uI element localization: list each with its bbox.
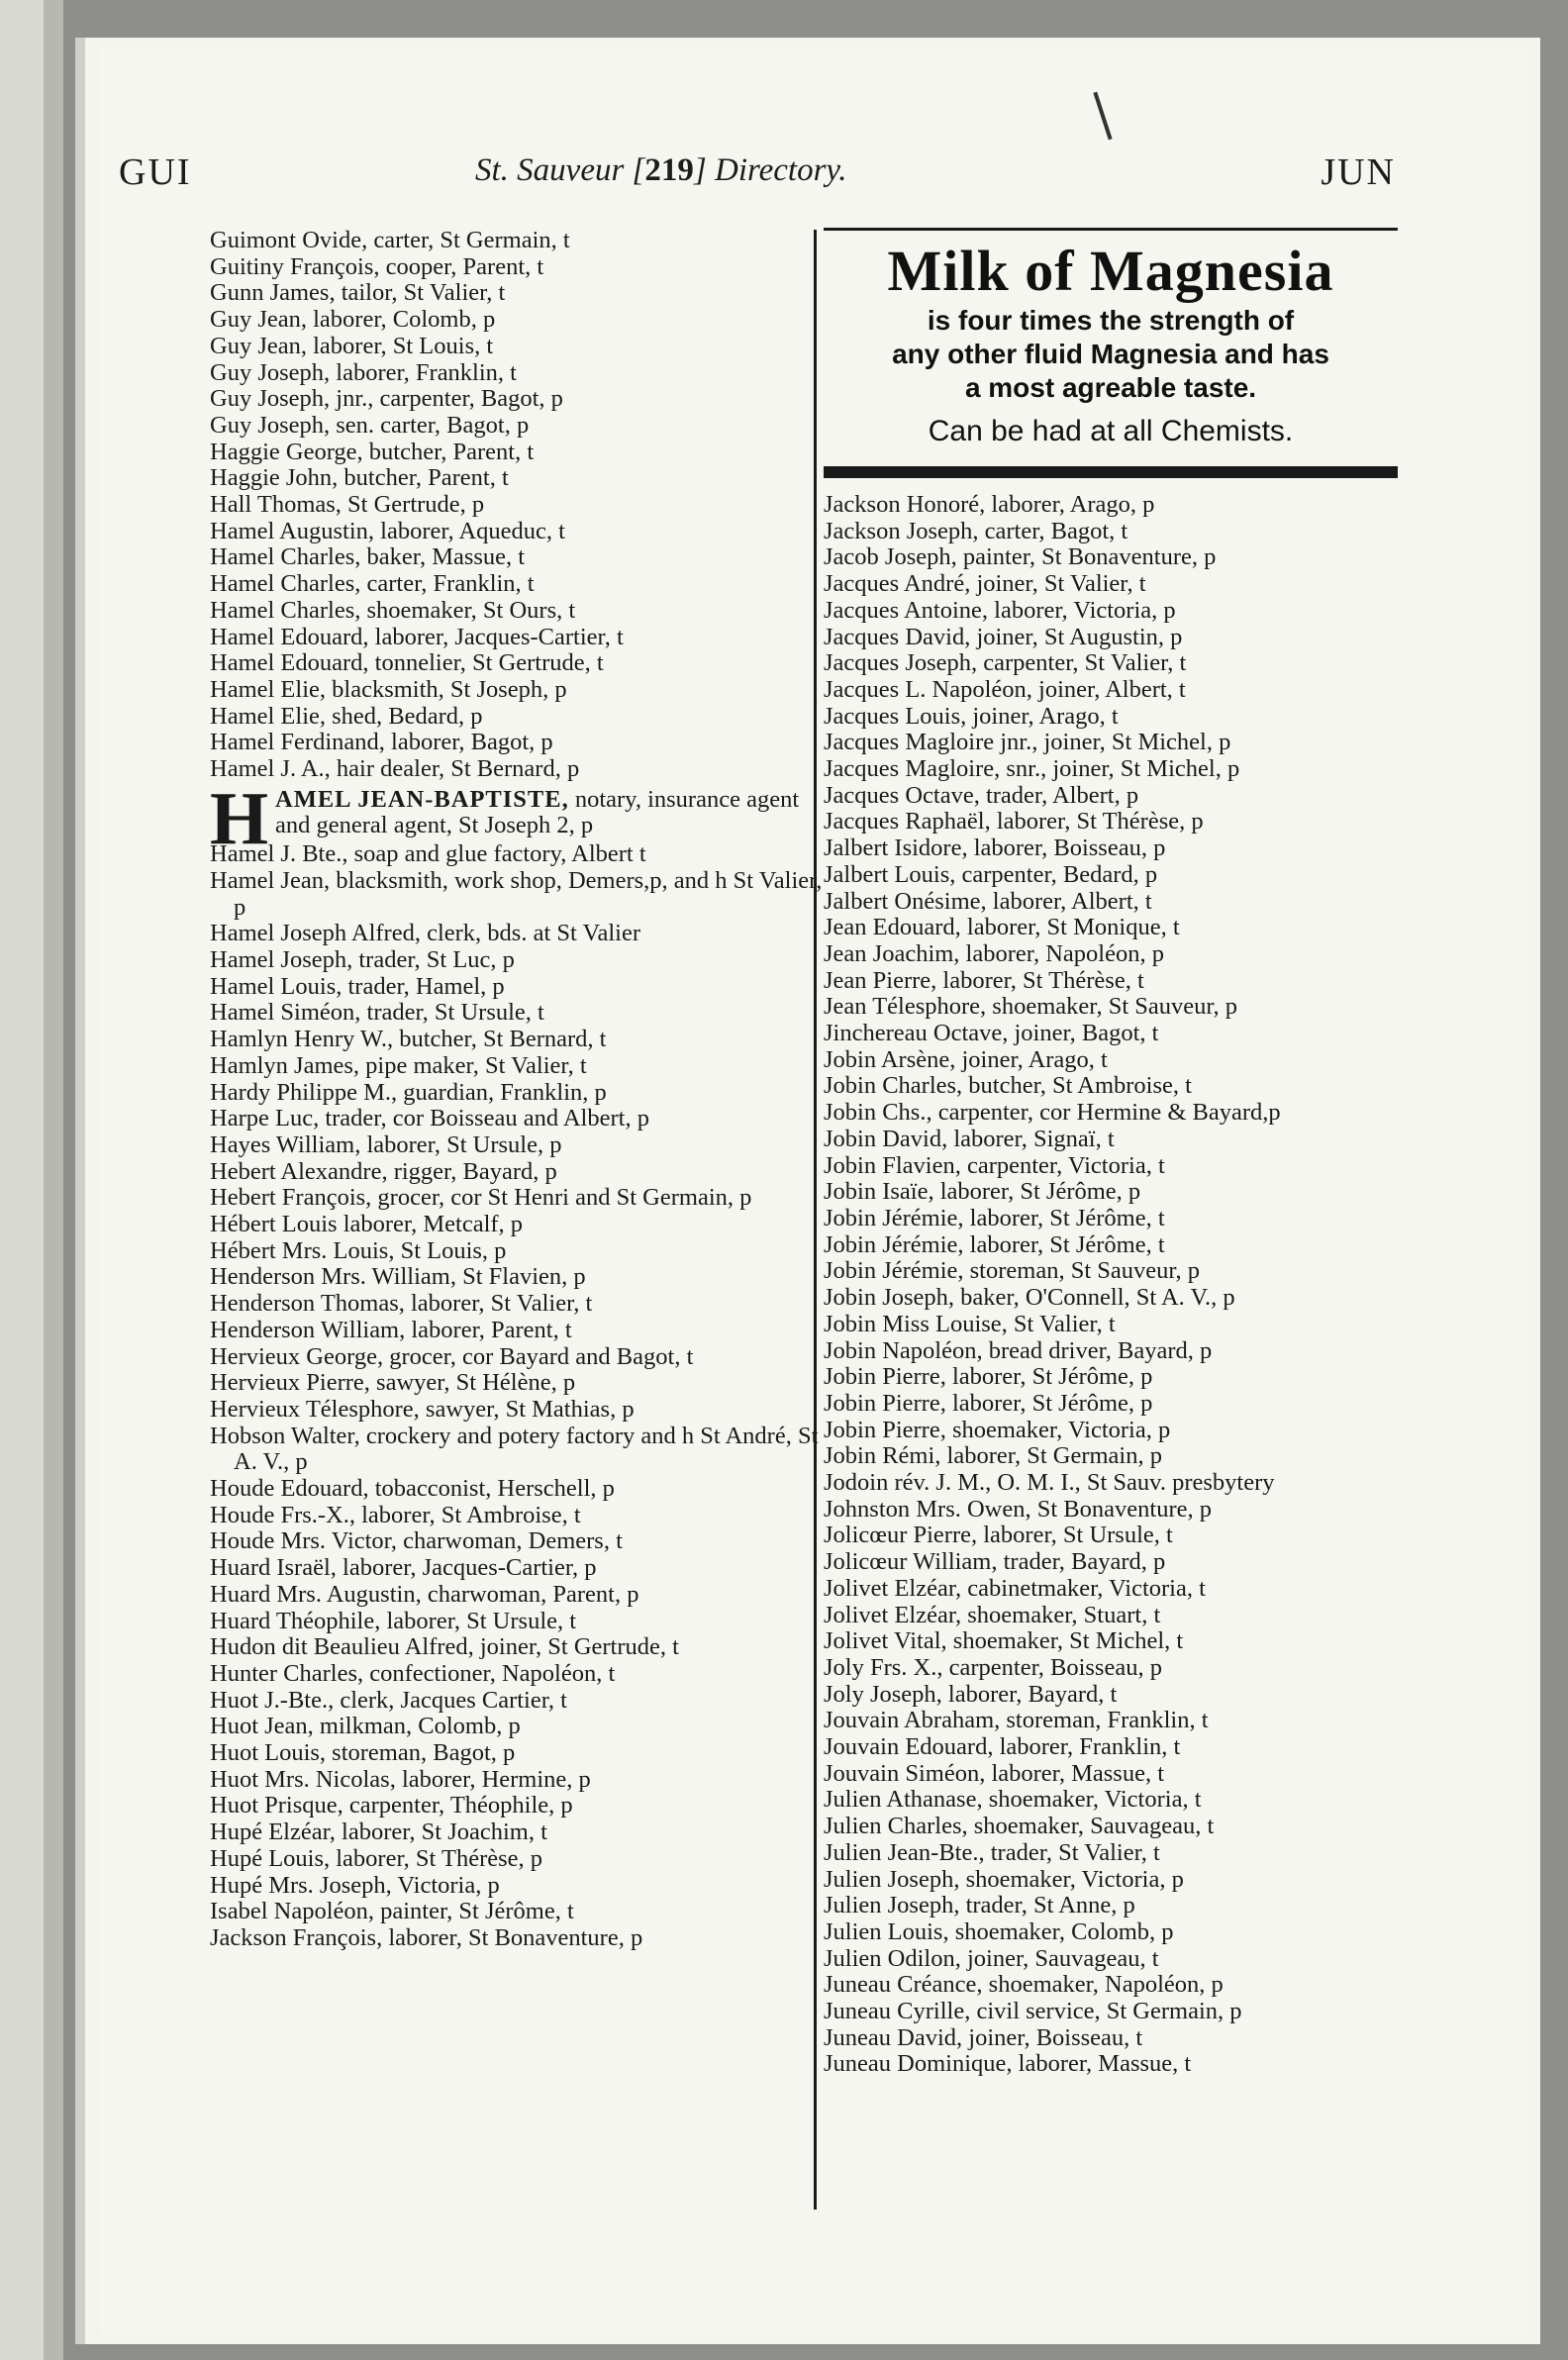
directory-entry: Jobin David, laborer, Signaï, t (824, 1125, 1115, 1152)
directory-entry: Julien Jean-Bte., trader, St Valier, t (824, 1838, 1160, 1866)
directory-entry: Houde Mrs. Victor, charwoman, Demers, t (210, 1527, 623, 1555)
ad-line: is four times the strength of (927, 305, 1295, 336)
directory-entry: Jackson François, laborer, St Bonaventure, p (210, 1924, 643, 1951)
directory-entry: Hall Thomas, St Gertrude, p (210, 491, 485, 519)
directory-entry: Hamel Joseph, trader, St Luc, p (210, 945, 515, 973)
directory-entry: Hudon dit Beaulieu Alfred, joiner, St Gertrude, t (210, 1633, 679, 1661)
directory-entry: Gunn James, tailor, St Valier, t (210, 279, 506, 307)
directory-entry: Huard Théophile, laborer, St Ursule, t (210, 1607, 577, 1634)
directory-entry: Huard Mrs. Augustin, charwoman, Parent, p (210, 1580, 639, 1608)
directory-entry: Hamlyn James, pipe maker, St Valier, t (210, 1051, 587, 1079)
directory-entry: Houde Frs.-X., laborer, St Ambroise, t (210, 1501, 581, 1528)
ad-bottom-rule (824, 466, 1398, 478)
directory-entry: Isabel Napoléon, painter, St Jérôme, t (210, 1898, 574, 1925)
directory-entry: Hunter Charles, confectioner, Napoléon, t (210, 1659, 616, 1687)
directory-entry: Hobson Walter, crockery and potery factory and h St André, St A. V., p (210, 1422, 819, 1476)
directory-entry: Huot J.-Bte., clerk, Jacques Cartier, t (210, 1686, 567, 1714)
directory-entry: Jobin Miss Louise, St Valier, t (824, 1310, 1116, 1337)
directory-entry: Jalbert Isidore, laborer, Boisseau, p (824, 835, 1166, 862)
directory-entry: Hamel Elie, shed, Bedard, p (210, 702, 483, 730)
directory-entry: Jolicœur Pierre, laborer, St Ursule, t (824, 1522, 1173, 1549)
directory-entry: Jobin Pierre, laborer, St Jérôme, p (824, 1363, 1153, 1391)
directory-entry: Hupé Elzéar, laborer, St Joachim, t (210, 1819, 547, 1846)
ad-line: any other fluid Magnesia and has (892, 339, 1329, 369)
directory-entry: Juneau Créance, shoemaker, Napoléon, p (824, 1971, 1224, 1999)
directory-entry: Hamel Charles, carter, Franklin, t (210, 570, 535, 598)
directory-entry: Jouvain Abraham, storeman, Franklin, t (824, 1707, 1209, 1734)
directory-entry: Jobin Joseph, baker, O'Connell, St A. V., p (824, 1284, 1235, 1312)
directory-entry: Jobin Jérémie, storeman, St Sauveur, p (824, 1257, 1201, 1285)
directory-entry: Hamel Edouard, tonnelier, St Gertrude, t (210, 649, 604, 677)
header-left: GUI (119, 151, 192, 193)
directory-entry: Jolivet Vital, shoemaker, St Michel, t (824, 1627, 1184, 1655)
directory-entry: Jolivet Elzéar, shoemaker, Stuart, t (824, 1601, 1161, 1628)
directory-entry: Henderson Mrs. William, St Flavien, p (210, 1263, 586, 1291)
directory-entry: Guimont Ovide, carter, St Germain, t (210, 227, 570, 253)
directory-entry: Jinchereau Octave, joiner, Bagot, t (824, 1020, 1159, 1047)
directory-entry: Jolicœur William, trader, Bayard, p (824, 1548, 1166, 1576)
ad-headline: Milk of Magnesia (887, 239, 1334, 303)
directory-entry: Harpe Luc, trader, cor Boisseau and Albert, p (210, 1105, 649, 1132)
featured-rest: notary, insurance agent and general agent, St Joseph 2, p (275, 785, 800, 839)
directory-entry: Henderson Thomas, laborer, St Valier, t (210, 1290, 593, 1318)
directory-entry: Hamel Edouard, laborer, Jacques-Cartier, t (210, 623, 624, 650)
directory-entry: Haggie John, butcher, Parent, t (210, 464, 509, 492)
directory-entry: Huot Jean, milkman, Colomb, p (210, 1713, 521, 1740)
directory-entry: Guy Joseph, laborer, Franklin, t (210, 358, 517, 386)
directory-entry: Hamlyn Henry W., butcher, St Bernard, t (210, 1026, 607, 1053)
directory-entry: Hamel Louis, trader, Hamel, p (210, 972, 505, 1000)
directory-entry: Julien Louis, shoemaker, Colomb, p (824, 1918, 1174, 1945)
directory-entry: Jobin Charles, butcher, St Ambroise, t (824, 1072, 1192, 1100)
right-entries (824, 492, 1418, 2078)
directory-entry: Hamel Ferdinand, laborer, Bagot, p (210, 729, 553, 756)
directory-entry: Jacques L. Napoléon, joiner, Albert, t (824, 675, 1186, 703)
directory-entry: Haggie George, butcher, Parent, t (210, 438, 535, 465)
directory-entry: Julien Joseph, trader, St Anne, p (824, 1892, 1135, 1919)
directory-entry: Jacques Magloire, snr., joiner, St Michel, p (824, 755, 1240, 783)
header-right: JUN (1321, 151, 1396, 193)
directory-entry: Jobin Arsène, joiner, Arago, t (824, 1045, 1108, 1073)
directory-entry: Hupé Mrs. Joseph, Victoria, p (210, 1871, 500, 1899)
directory-entry: Guy Jean, laborer, Colomb, p (210, 306, 496, 334)
directory-entry: Jacques Magloire jnr., joiner, St Michel, p (824, 729, 1231, 756)
directory-entry: Juneau Dominique, laborer, Massue, t (824, 2050, 1192, 2078)
directory-entry: Hamel Joseph Alfred, clerk, bds. at St Valier (210, 920, 641, 947)
ad-line: a most agreable taste. (964, 372, 1257, 403)
directory-entry: Hervieux Pierre, sawyer, St Hélène, p (210, 1369, 576, 1397)
directory-entry: Jobin Napoléon, bread driver, Bayard, p (824, 1336, 1213, 1364)
directory-entry: Hamel Charles, baker, Massue, t (210, 543, 526, 571)
directory-entry: Julien Joseph, shoemaker, Victoria, p (824, 1865, 1184, 1893)
adjacent-page-edge (0, 0, 59, 2360)
directory-entry: Jean Edouard, laborer, St Monique, t (824, 914, 1180, 941)
directory-entry: Jean Télesphore, shoemaker, St Sauveur, p (824, 993, 1238, 1021)
directory-entry: Julien Athanase, shoemaker, Victoria, t (824, 1786, 1202, 1814)
directory-entry: Huot Prisque, carpenter, Théophile, p (210, 1792, 573, 1819)
directory-entry: Jacques André, joiner, St Valier, t (824, 570, 1146, 598)
directory-entry: Hamel Charles, shoemaker, St Ours, t (210, 596, 576, 624)
left-entries-2 (210, 841, 824, 1952)
right-column (824, 228, 1418, 2078)
directory-entry: Hébert Louis laborer, Metcalf, p (210, 1211, 524, 1238)
directory-entry: Hervieux George, grocer, cor Bayard and Bagot, t (210, 1342, 694, 1370)
directory-entry: Hervieux Télesphore, sawyer, St Mathias, p (210, 1395, 635, 1423)
directory-entry: Johnston Mrs. Owen, St Bonaventure, p (824, 1495, 1212, 1523)
directory-entry: Jolivet Elzéar, cabinetmaker, Victoria, t (824, 1574, 1206, 1602)
directory-entry: Jobin Pierre, laborer, St Jérôme, p (824, 1389, 1153, 1417)
directory-entry: Jobin Flavien, carpenter, Victoria, t (824, 1151, 1165, 1179)
directory-entry: Julien Charles, shoemaker, Sauvageau, t (824, 1813, 1215, 1840)
directory-entry: Huot Mrs. Nicolas, laborer, Hermine, p (210, 1765, 591, 1793)
directory-entry: Jouvain Edouard, laborer, Franklin, t (824, 1733, 1181, 1761)
directory-entry: Hamel Jean, blacksmith, work shop, Demers,p, and h St Valier, p (210, 866, 823, 921)
left-column (210, 228, 824, 1952)
directory-entry: Hebert Alexandre, rigger, Bayard, p (210, 1157, 557, 1185)
directory-entry: Guy Joseph, jnr., carpenter, Bagot, p (210, 385, 563, 413)
ad-footer: Can be had at all Chemists. (928, 415, 1294, 447)
directory-entry: Houde Edouard, tobacconist, Herschell, p (210, 1475, 615, 1503)
directory-entry: Hébert Mrs. Louis, St Louis, p (210, 1236, 507, 1264)
directory-entry: Jacques Antoine, laborer, Victoria, p (824, 596, 1176, 624)
directory-entry: Jobin Isaïe, laborer, St Jérôme, p (824, 1178, 1141, 1206)
directory-entry: Jacques Octave, trader, Albert, p (824, 781, 1139, 809)
header-center: St. Sauveur [219] Directory. (475, 152, 847, 188)
directory-entry: Jobin Chs., carpenter, cor Hermine & Bayard,p (824, 1099, 1281, 1127)
ad-top-rule (824, 228, 1398, 231)
directory-entry: Jodoin rév. J. M., O. M. I., St Sauv. presbytery (824, 1469, 1275, 1497)
directory-entry: Joly Frs. X., carpenter, Boisseau, p (824, 1653, 1162, 1681)
directory-entry: Hardy Philippe M., guardian, Franklin, p (210, 1078, 607, 1106)
advertisement (824, 228, 1398, 478)
directory-entry: Hamel Siméon, trader, St Ursule, t (210, 999, 544, 1027)
directory-entry: Juneau David, joiner, Boisseau, t (824, 2023, 1143, 2051)
directory-entry: Huard Israël, laborer, Jacques-Cartier, p (210, 1554, 597, 1582)
directory-entry: Jacques Louis, joiner, Arago, t (824, 702, 1119, 730)
directory-entry: Jobin Jérémie, laborer, St Jérôme, t (824, 1204, 1165, 1231)
directory-entry: Jean Pierre, laborer, St Thérèse, t (824, 966, 1144, 994)
directory-entry: Hupé Louis, laborer, St Thérèse, p (210, 1844, 543, 1872)
page-number: 219 (644, 152, 694, 188)
directory-entry: Jackson Honoré, laborer, Arago, p (824, 491, 1155, 518)
directory-entry: Hamel J. Bte., soap and glue factory, Albert t (210, 840, 646, 868)
directory-entry: Huot Louis, storeman, Bagot, p (210, 1739, 516, 1767)
directory-entry: Julien Odilon, joiner, Sauvageau, t (824, 1944, 1159, 1972)
featured-name: AMEL JEAN-BAPTISTE, (275, 785, 569, 813)
directory-entry: Jacques Joseph, carpenter, St Valier, t (824, 649, 1187, 677)
directory-entry: Jobin Jérémie, laborer, St Jérôme, t (824, 1230, 1165, 1258)
directory-entry: Hamel Elie, blacksmith, St Joseph, p (210, 675, 567, 703)
directory-entry: Henderson William, laborer, Parent, t (210, 1316, 572, 1343)
directory-entry: Joly Joseph, laborer, Bayard, t (824, 1680, 1118, 1708)
directory-entry: Jacques David, joiner, St Augustin, p (824, 623, 1183, 650)
directory-entry: Jouvain Siméon, laborer, Massue, t (824, 1759, 1165, 1787)
directory-entry: Jacques Raphaël, laborer, St Thérèse, p (824, 808, 1204, 836)
directory-entry: Hamel J. A., hair dealer, St Bernard, p (210, 755, 580, 783)
directory-entry: Hayes William, laborer, St Ursule, p (210, 1131, 562, 1158)
drop-cap: H (210, 776, 269, 860)
directory-entry: Guitiny François, cooper, Parent, t (210, 252, 544, 280)
directory-entry: Jalbert Onésime, laborer, Albert, t (824, 887, 1152, 915)
left-entries-1 (210, 228, 824, 783)
directory-entry: Hebert François, grocer, cor St Henri and St Germain, p (210, 1184, 752, 1212)
directory-entry: Guy Joseph, sen. carter, Bagot, p (210, 411, 530, 439)
directory-entry: Jobin Rémi, laborer, St Germain, p (824, 1442, 1162, 1470)
directory-entry: Jacob Joseph, painter, St Bonaventure, p (824, 543, 1217, 571)
running-header (119, 150, 1406, 210)
directory-entry: Jalbert Louis, carpenter, Bedard, p (824, 860, 1158, 888)
directory-entry: Jackson Joseph, carter, Bagot, t (824, 517, 1128, 544)
directory-entry: Jobin Pierre, shoemaker, Victoria, p (824, 1416, 1171, 1443)
directory-entry: Guy Jean, laborer, St Louis, t (210, 332, 494, 359)
directory-entry: Hamel Augustin, laborer, Aqueduc, t (210, 517, 565, 544)
directory-entry: Juneau Cyrille, civil service, St Germain, p (824, 1998, 1242, 2025)
directory-entry: Jean Joachim, laborer, Napoléon, p (824, 939, 1164, 967)
